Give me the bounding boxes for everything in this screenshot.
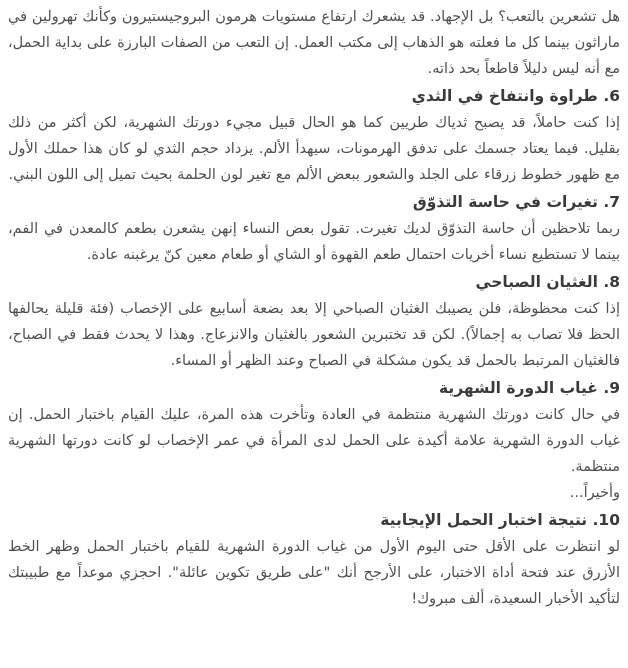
section-10 — [8, 506, 620, 612]
section-9 — [8, 374, 620, 506]
section-heading — [8, 188, 620, 216]
section-number: 6. — [603, 87, 620, 105]
section-number: 9. — [603, 379, 620, 397]
section-paragraph: لو انتظرت على الأقل حتى اليوم الأول من غياب الدورة الشهرية للقيام باختبار الحمل وظهر الخط الأزرق عند فتحة أداة الاختبار، على الأرجح أنك "على طريق تكوين عائلة". احجزي موعداً مع طبيبتك لتأكيد الأخبار السعيدة، ألف مبروك! — [8, 539, 620, 607]
section-paragraph: ربما تلاحظين أن حاسة التذوّق لديك تغيرت. تقول بعض النساء إنهن يشعرن بطعم كالمعدن في الفم، بينما لا تستطيع نساء أخريات احتمال طعم القهوة أو الشاي أو طعام معين كنّ يرغبنه عادة. — [8, 221, 620, 263]
section-heading — [8, 506, 620, 534]
section-8 — [8, 268, 620, 374]
section-number: 7. — [603, 193, 620, 211]
section-paragraph: في حال كانت دورتك الشهرية منتظمة في العادة وتأخرت هذه المرة، عليك القيام باختبار الحمل. إن غياب الدورة الشهرية علامة أكيدة على الحمل لدى المرأة في عمر الإخصاب لو كانت دورتها الشهرية منتظمة. — [8, 407, 620, 475]
section-paragraph: إذا كنت حاملاً، قد يصبح ثدياك طريين كما هو الحال قبيل مجيء دورتك الشهرية، لكن أكثر من ذلك بقليل. فيما يعتاد جسمك على تدفق الهرمونات، سيهدأ الألم. يزداد حجم الثدي لو كان هذا حملك الأول مع ظهور خطوط زرقاء على الجلد والشعور ببعض الألم مع تغير لون الحلمة بحيث تميل إلى اللون البني. — [8, 115, 620, 183]
section-6 — [8, 82, 620, 188]
section-number: 8. — [603, 273, 620, 291]
section-number: 10. — [592, 511, 620, 529]
section-title: نتيجة اختبار الحمل الإيجابية — [380, 511, 588, 529]
section-title: طراوة وانتفاخ في الثدي — [411, 87, 598, 105]
section-paragraph: إذا كنت محظوظة، فلن يصيبك الغثيان الصباحي إلا بعد بضعة أسابيع على الإخصاب (فئة قليلة يحالفها الحظ فلا تصاب به إجمالاً). لكن قد تختبرين الشعور بالغثيان والانزعاج. وهذا لا يحدث فقط في الصباح، فالغثيان المرتبط بالحمل قد يكون مشكلة في الصباح وعند الظهر أو المساء. — [8, 301, 620, 369]
section-title: الغثيان الصباحي — [475, 273, 598, 291]
section-7 — [8, 188, 620, 268]
section-heading — [8, 82, 620, 110]
section-heading — [8, 374, 620, 402]
intro-paragraph: هل تشعرين بالتعب؟ بل الإجهاد. قد يشعرك ارتفاع مستويات هرمون البروجيستيرون وكأنك تهرولين في ماراثون بينما كل ما فعلته هو الذهاب إلى مكتب العمل. إن التعب من الصفات البارزة على بداية الحمل، مع أنه ليس دليلاً قاطعاً بحد ذاته. — [8, 9, 620, 77]
section-title: تغيرات في حاسة التذوّق — [412, 193, 598, 211]
closing-line: وأخيراً... — [569, 485, 620, 501]
section-title: غياب الدورة الشهرية — [439, 379, 598, 397]
article-body — [8, 0, 620, 612]
section-heading — [8, 268, 620, 296]
